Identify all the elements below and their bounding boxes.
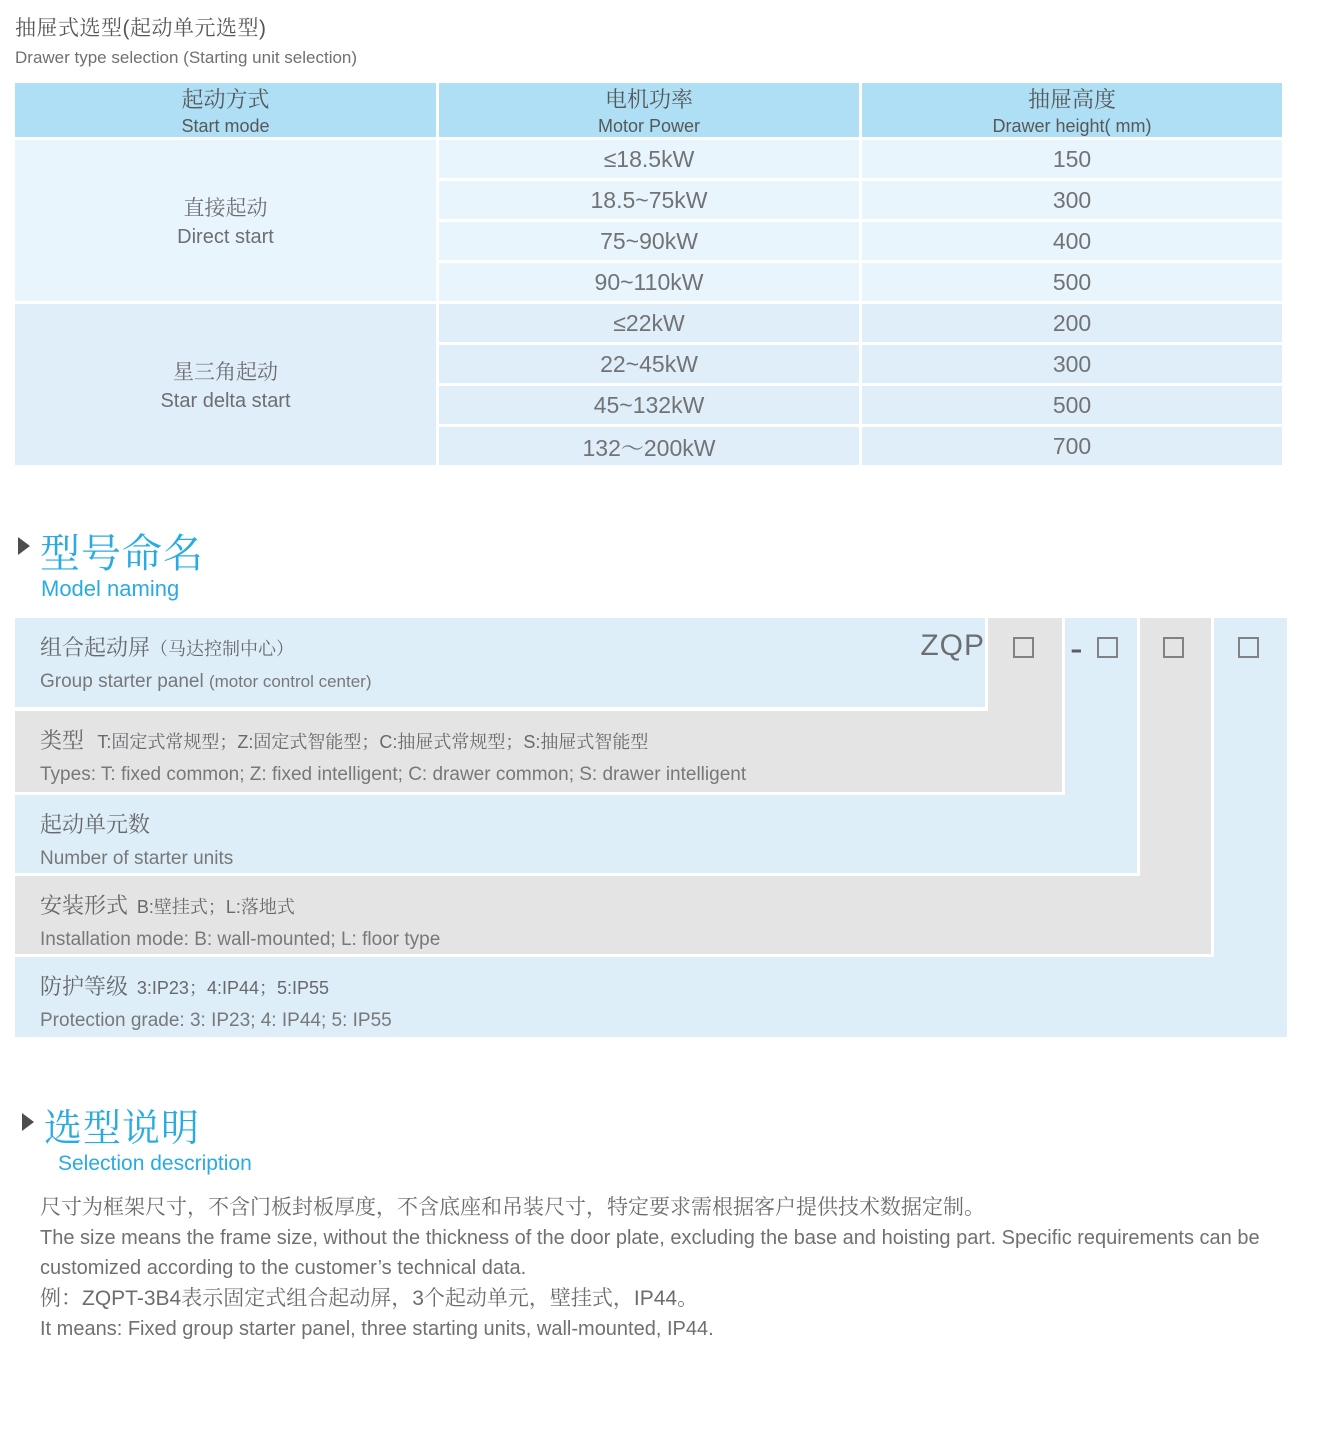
mode-star-delta-cn: 星三角起动 <box>173 361 278 384</box>
selection-description-body <box>40 1192 1292 1344</box>
model-code-box-units <box>1097 637 1118 658</box>
model-code-prefix: ZQP <box>920 629 985 662</box>
row1-en-sub: (motor control center) <box>208 672 372 691</box>
desc-line-en: The size means the frame size, without the thickness of the door plate, excluding the base and hoisting part. Specific requirements can be <box>40 1227 1260 1249</box>
desc-line-cn: 例：ZQPT-3B4表示固定式组合起动屏，3个起动单元，壁挂式，IP44。 <box>40 1287 699 1310</box>
mode-star-delta-en: Star delta start <box>160 390 291 412</box>
row5-cn-main: 防护等级 <box>40 974 129 999</box>
power-cell: ≤18.5kW <box>439 140 859 178</box>
header-motor-power-cn: 电机功率 <box>604 87 693 112</box>
naming-row-installation-mode <box>15 876 1211 954</box>
page-title-cn: 抽屉式选型(起动单元选型) <box>15 17 267 40</box>
power-cell: 132～200kW <box>439 427 859 465</box>
power-cell: 18.5~75kW <box>439 181 859 219</box>
power-cell: ≤22kW <box>439 304 859 342</box>
desc-line-en: It means: Fixed group starter panel, three starting units, wall-mounted, IP44. <box>40 1318 714 1340</box>
row1-en-main: Group starter panel <box>40 671 204 692</box>
mode-direct-start-en: Direct start <box>177 226 274 248</box>
row4-cn-sub: B:壁挂式；L:落地式 <box>136 897 295 917</box>
mode-cell-direct-start <box>15 140 436 301</box>
height-cell: 300 <box>862 345 1282 383</box>
row2-en-main: Types: T: fixed common; Z: fixed intelligent; C: drawer common; S: drawer intelligent <box>40 764 747 785</box>
model-code-box-installation <box>1163 637 1184 658</box>
selection-description-title: 选型说明 <box>44 1108 201 1150</box>
naming-row-group-starter-panel <box>15 618 985 707</box>
model-code-box-type <box>1013 637 1034 658</box>
power-cell: 75~90kW <box>439 222 859 260</box>
desc-line-en: customized according to the customer’s technical data. <box>40 1257 527 1279</box>
height-cell: 500 <box>862 263 1282 301</box>
section-marker-icon <box>22 1113 34 1131</box>
header-drawer-height-cn: 抽屉高度 <box>1027 87 1116 112</box>
row5-cn-sub: 3:IP23；4:IP44；5:IP55 <box>136 978 330 998</box>
row1-cn-sub: （马达控制中心） <box>150 639 295 659</box>
table-header-start-mode <box>15 83 436 137</box>
mode-direct-start-cn: 直接起动 <box>183 197 268 220</box>
model-code-box-protection <box>1238 637 1259 658</box>
power-cell: 90~110kW <box>439 263 859 301</box>
header-start-mode-en: Start mode <box>181 116 270 136</box>
naming-row-starter-units <box>15 795 1137 873</box>
section-marker-icon <box>18 537 30 555</box>
row4-cn-main: 安装形式 <box>40 893 129 918</box>
page-title-en: Drawer type selection (Starting unit selection) <box>15 48 358 67</box>
header-motor-power-en: Motor Power <box>597 116 701 136</box>
header-start-mode-cn: 起动方式 <box>181 87 270 112</box>
height-cell: 700 <box>862 427 1282 465</box>
drawer-selection-table <box>15 83 1282 465</box>
model-naming-title: 型号命名 <box>40 532 204 576</box>
code-separator-dash: - <box>1070 628 1083 670</box>
naming-row-protection-grade <box>15 957 1287 1037</box>
model-naming-subtitle: Model naming <box>41 576 180 601</box>
row5-en-main: Protection grade: 3: IP23; 4: IP44; 5: IP55 <box>40 1010 392 1031</box>
row3-cn-main: 起动单元数 <box>40 812 151 837</box>
row2-cn-main: 类型 <box>40 728 85 753</box>
row4-en-main: Installation mode: B: wall-mounted; L: floor type <box>40 929 441 950</box>
header-drawer-height-en: Drawer height( mm) <box>992 116 1152 136</box>
code-strip-protection <box>1214 618 1287 1037</box>
mode-cell-star-delta-start <box>15 304 436 465</box>
desc-line-cn: 尺寸为框架尺寸，不含门板封板厚度，不含底座和吊装尺寸，特定要求需根据客户提供技术数据定制。 <box>40 1196 985 1219</box>
row3-en-main: Number of starter units <box>40 848 234 869</box>
table-header-drawer-height <box>862 83 1282 137</box>
power-cell: 22~45kW <box>439 345 859 383</box>
row1-cn-main: 组合起动屏 <box>40 635 151 660</box>
naming-row-types <box>15 711 1062 792</box>
document-header <box>15 12 357 68</box>
height-cell: 300 <box>862 181 1282 219</box>
code-strip-installation <box>1140 618 1211 954</box>
row2-cn-sub: T:固定式常规型；Z:固定式智能型；C:抽屉式常规型；S:抽屉式智能型 <box>97 732 649 752</box>
height-cell: 500 <box>862 386 1282 424</box>
height-cell: 400 <box>862 222 1282 260</box>
power-cell: 45~132kW <box>439 386 859 424</box>
table-header-motor-power <box>439 83 859 137</box>
height-cell: 200 <box>862 304 1282 342</box>
selection-description-subtitle: Selection description <box>58 1152 252 1175</box>
height-cell: 150 <box>862 140 1282 178</box>
